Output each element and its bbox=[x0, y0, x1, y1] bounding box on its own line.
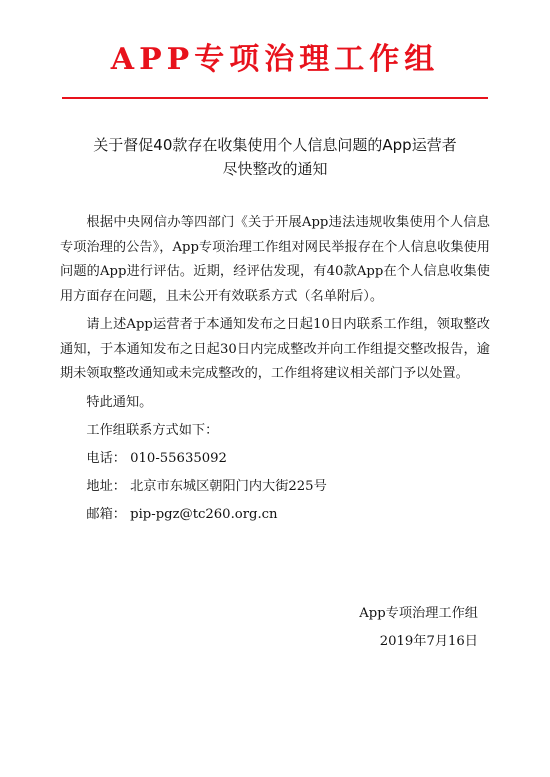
contact-address: 地址： 北京市东城区朝阳门内大街225号 bbox=[86, 479, 327, 494]
org-header: APP专项治理工作组 bbox=[110, 42, 440, 77]
document-body bbox=[60, 211, 490, 531]
body-paragraph-3: 特此通知。 bbox=[86, 394, 153, 410]
signature-date: 2019年7月16日 bbox=[379, 634, 478, 649]
contact-phone: 电话： 010-55635092 bbox=[86, 451, 227, 466]
body-paragraph-1: 根据中央网信办等四部门《关于开展App违法违规收集使用个人信息专项治理的公告》，App专项治理工作组对网民举报存在个人信息收集使用问题的App进行评估。近期，经评估发现，有40款App在个人信息收集使用方面存在问题，且未公开有效联系方式（名单附后）。 bbox=[60, 215, 490, 304]
contact-intro: 工作组联系方式如下： bbox=[86, 423, 219, 438]
document-title-line-2: 尽快整改的通知 bbox=[222, 160, 328, 178]
contact-email: 邮箱： pip-pgz@tc260.org.cn bbox=[86, 507, 278, 522]
document-title bbox=[40, 133, 510, 181]
red-divider-line bbox=[62, 97, 488, 99]
document-title-line-1: 关于督促40款存在收集使用个人信息问题的App运营者 bbox=[93, 136, 457, 154]
signature-org: App专项治理工作组 bbox=[359, 606, 478, 621]
signature-block bbox=[359, 600, 478, 656]
body-paragraph-2: 请上述App运营者于本通知发布之日起10日内联系工作组，领取整改通知，于本通知发布之日起30日内完成整改并向工作组提交整改报告，逾期未领取整改通知或未完成整改的，工作组将建议相关部门予以处置。 bbox=[60, 317, 490, 381]
